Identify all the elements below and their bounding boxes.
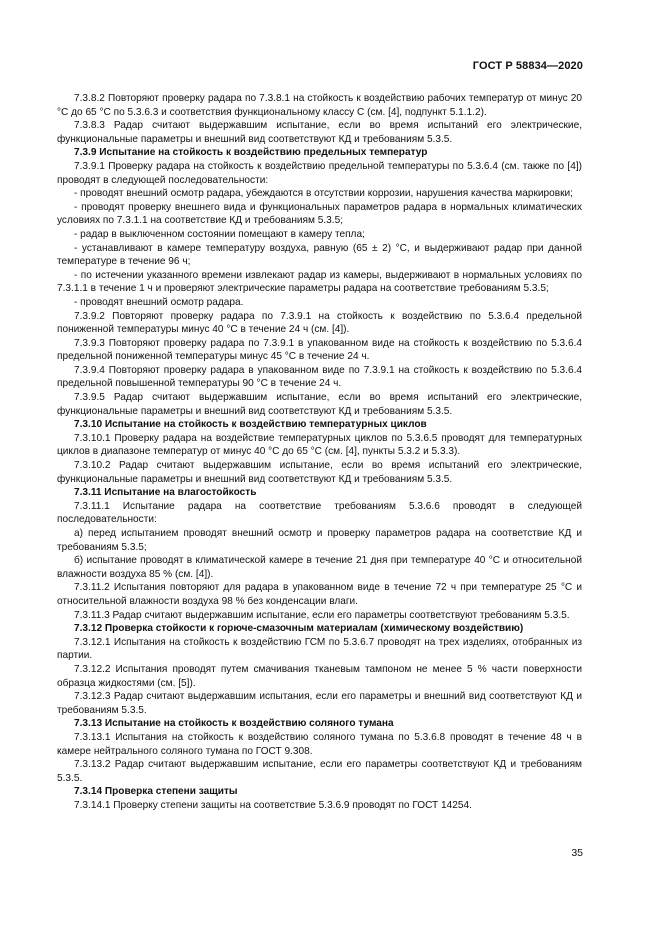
paragraph: 7.3.9.5 Радар считают выдержавшим испытание, если во время испытаний его электрические, функциональные параметры и внешний вид соответствуют КД и требованиям 5.3.5. (57, 392, 582, 417)
paragraph: 7.3.14.1 Проверку степени защиты на соответствие 5.3.6.9 проводят по ГОСТ 14254. (74, 799, 472, 811)
paragraph: б) испытание проводят в климатической камере в течение 21 дня при температуре 40 °С и относительной влажности воздуха 85 % (см. [4]). (57, 555, 582, 580)
paragraph: 7.3.8.3 Радар считают выдержавшим испытание, если во время испытаний его электрические, функциональные параметры и внешний вид соответствуют КД и требованиям 5.3.5. (57, 120, 582, 145)
document-body (57, 92, 582, 812)
paragraph: 7.3.9.1 Проверку радара на стойкость к воздействию предельной температуры по 5.3.6.4 (см. также по [4]) проводят в следующей последовательности: (57, 160, 582, 186)
paragraph: 7.3.8.2 Повторяют проверку радара по 7.3.8.1 на стойкость к воздействию рабочих температур от минус 20 °С до 65 °С по 5.3.6.3 и соответствия функциональному классу С (см. [4], подпункт 5.1.1.2). (57, 93, 582, 118)
section-heading: 7.3.10 Испытание на стойкость к воздействию температурных циклов (74, 419, 427, 431)
paragraph: 7.3.12.1 Испытания на стойкость к воздействию ГСМ по 5.3.6.7 проводят на трех изделиях, отобранных из партии. (57, 636, 582, 662)
paragraph: - проводят внешний осмотр радара. (74, 296, 244, 308)
paragraph: а) перед испытанием проводят внешний осмотр и проверку параметров радара на соответствие КД и требованиям 5.3.5; (57, 528, 582, 553)
paragraph: 7.3.10.1 Проверку радара на воздействие температурных циклов по 5.3.6.5 проводят для температурных циклов в диапазоне температур от минус 40 °С до 65 °С (см. [4], пункты 5.3.2 и 5.3.3). (57, 432, 582, 458)
document-code-header: ГОСТ Р 58834—2020 (472, 60, 583, 72)
section-heading: 7.3.12 Проверка стойкости к горюче-смазочным материалам (химическому воздействию) (74, 623, 524, 635)
paragraph: 7.3.9.3 Повторяют проверку радара по 7.3.9.1 в упакованном виде на стойкость к воздействию по 5.3.6.4 предельной пониженной температуры минус 45 °С в течение 24 ч. (57, 337, 582, 363)
paragraph: 7.3.10.2 Радар считают выдержавшим испытание, если во время испытаний его электрические, функциональные параметры и внешний вид соответствуют КД и требованиям 5.3.5. (57, 460, 582, 485)
paragraph: - проводят проверку внешнего вида и функциональных параметров радара в нормальных климатических условиях по 7.3.1.1 на соответствие КД и требованиям 5.3.5; (57, 201, 582, 227)
paragraph: 7.3.11.2 Испытания повторяют для радара в упакованном виде в течение 72 ч при температуре 25 °С и относительной влажности воздуха 98 % без конденсации влаги. (57, 582, 582, 607)
paragraph: - по истечении указанного времени извлекают радар из камеры, выдерживают в нормальных условиях по 7.3.1.1 в течение 1 ч и проверяют электрические параметры радара на соответствие требованиям 5.3.5; (57, 269, 582, 295)
section-heading: 7.3.13 Испытание на стойкость к воздействию соляного тумана (74, 718, 394, 730)
paragraph: 7.3.11.1 Испытание радара на соответствие требованиям 5.3.6.6 проводят в следующей последовательности: (57, 500, 582, 526)
paragraph: - радар в выключенном состоянии помещают в камеру тепла; (74, 228, 365, 240)
paragraph: 7.3.11.3 Радар считают выдержавшим испытание, если его параметры соответствуют требованиям 5.3.5. (74, 609, 570, 621)
paragraph: 7.3.13.1 Испытания на стойкость к воздействию соляного тумана по 5.3.6.8 проводят в течение 48 ч в камере нейтрального соляного тумана по ГОСТ 9.308. (57, 731, 582, 757)
page-number: 35 (571, 847, 583, 859)
paragraph: - проводят внешний осмотр радара, убеждаются в отсутствии коррозии, нарушения качества маркировки; (74, 188, 573, 200)
paragraph: 7.3.12.2 Испытания проводят путем смачивания тканевым тампоном не менее 5 % части поверхности образца жидкостями (см. [5]). (57, 663, 582, 689)
paragraph: 7.3.9.2 Повторяют проверку радара по 7.3.9.1 на стойкость к воздействию по 5.3.6.4 предельной пониженной температуры минус 40 °С в течение 24 ч (см. [4]). (57, 310, 582, 336)
section-heading: 7.3.14 Проверка степени защиты (74, 786, 238, 798)
paragraph: 7.3.13.2 Радар считают выдержавшим испытание, если его параметры соответствуют КД и требованиям 5.3.5. (57, 759, 582, 784)
paragraph: - устанавливают в камере температуру воздуха, равную (65 ± 2) °С, и выдерживают радар при данной температуре в течение 96 ч; (57, 242, 582, 268)
section-heading: 7.3.9 Испытание на стойкость к воздействию предельных температур (74, 147, 428, 159)
paragraph: 7.3.12.3 Радар считают выдержавшим испытания, если его параметры и внешний вид соответствуют КД и требованиям 5.3.5. (57, 691, 582, 716)
section-heading: 7.3.11 Испытание на влагостойкость (74, 487, 257, 499)
paragraph: 7.3.9.4 Повторяют проверку радара в упакованном виде по 7.3.9.1 на стойкость к воздействию по 5.3.6.4 предельной повышенной температуры 90 °С в течение 24 ч. (57, 364, 582, 390)
